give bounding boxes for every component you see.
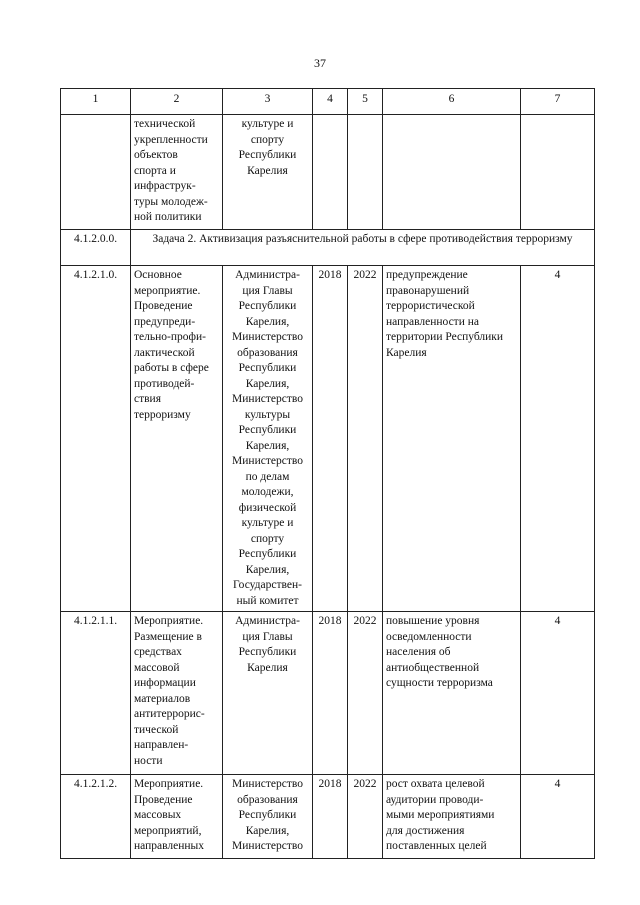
cell-result: [383, 115, 521, 230]
header-cell: 6: [383, 89, 521, 115]
row-end-year: 2022: [348, 266, 383, 612]
row-executor: Министерство образования Республики Карелия, Министерство: [223, 775, 313, 859]
table-row-continued: [61, 115, 595, 230]
row-end-year: 2022: [348, 775, 383, 859]
cell-end: [348, 115, 383, 230]
row-end-year: 2022: [348, 612, 383, 775]
row-executor: Администра- ция Главы Республики Карелия: [223, 612, 313, 775]
row-code: 4.1.2.1.2.: [61, 775, 131, 859]
header-cell: 3: [223, 89, 313, 115]
header-cell: 4: [313, 89, 348, 115]
table-row: [61, 266, 595, 612]
row-result: рост охвата целевой аудитории проводи- мыми мероприятиями для достижения поставленных целей: [383, 775, 521, 859]
row-indicator: 4: [521, 775, 595, 859]
header-cell: 2: [131, 89, 223, 115]
row-result: предупреждение правонарушений террористической направленности на территории Республики Карелия: [383, 266, 521, 612]
cell-indicator: [521, 115, 595, 230]
row-code: 4.1.2.1.0.: [61, 266, 131, 612]
task-row: [61, 230, 595, 266]
header-cell: 7: [521, 89, 595, 115]
row-name: Мероприятие. Размещение в средствах массовой информации материалов антитеррорис- тической направлен- ности: [131, 612, 223, 775]
row-result: повышение уровня осведомленности населения об антиобщественной сущности терроризма: [383, 612, 521, 775]
header-row: [61, 89, 595, 115]
table-row: [61, 775, 595, 859]
row-code: 4.1.2.1.1.: [61, 612, 131, 775]
cell-name: технической укрепленности объектов спорта и инфраструк- туры молодеж- ной политики: [131, 115, 223, 230]
cell-executor: культуре и спорту Республики Карелия: [223, 115, 313, 230]
program-table: [60, 88, 595, 859]
row-indicator: 4: [521, 266, 595, 612]
row-executor: Администра- ция Главы Республики Карелия, Министерство образования Республики Карелия, Министерство культуры Республики Карелия, Министерство по делам молодежи, физической культуре и спорту Республики Карелия, Государствен- ный комитет: [223, 266, 313, 612]
task-code: 4.1.2.0.0.: [61, 230, 131, 266]
row-name: Мероприятие. Проведение массовых мероприятий, направленных: [131, 775, 223, 859]
row-start-year: 2018: [313, 612, 348, 775]
cell-start: [313, 115, 348, 230]
header-cell: 5: [348, 89, 383, 115]
row-start-year: 2018: [313, 775, 348, 859]
row-name: Основное мероприятие. Проведение предупреди- тельно-профи- лактической работы в сфере противодей- ствия терроризму: [131, 266, 223, 612]
row-start-year: 2018: [313, 266, 348, 612]
header-cell: 1: [61, 89, 131, 115]
task-title: Задача 2. Активизация разъяснительной работы в сфере противодействия терроризму: [131, 230, 595, 266]
cell-code: [61, 115, 131, 230]
page-number: 37: [314, 56, 326, 70]
table-row: [61, 612, 595, 775]
row-indicator: 4: [521, 612, 595, 775]
